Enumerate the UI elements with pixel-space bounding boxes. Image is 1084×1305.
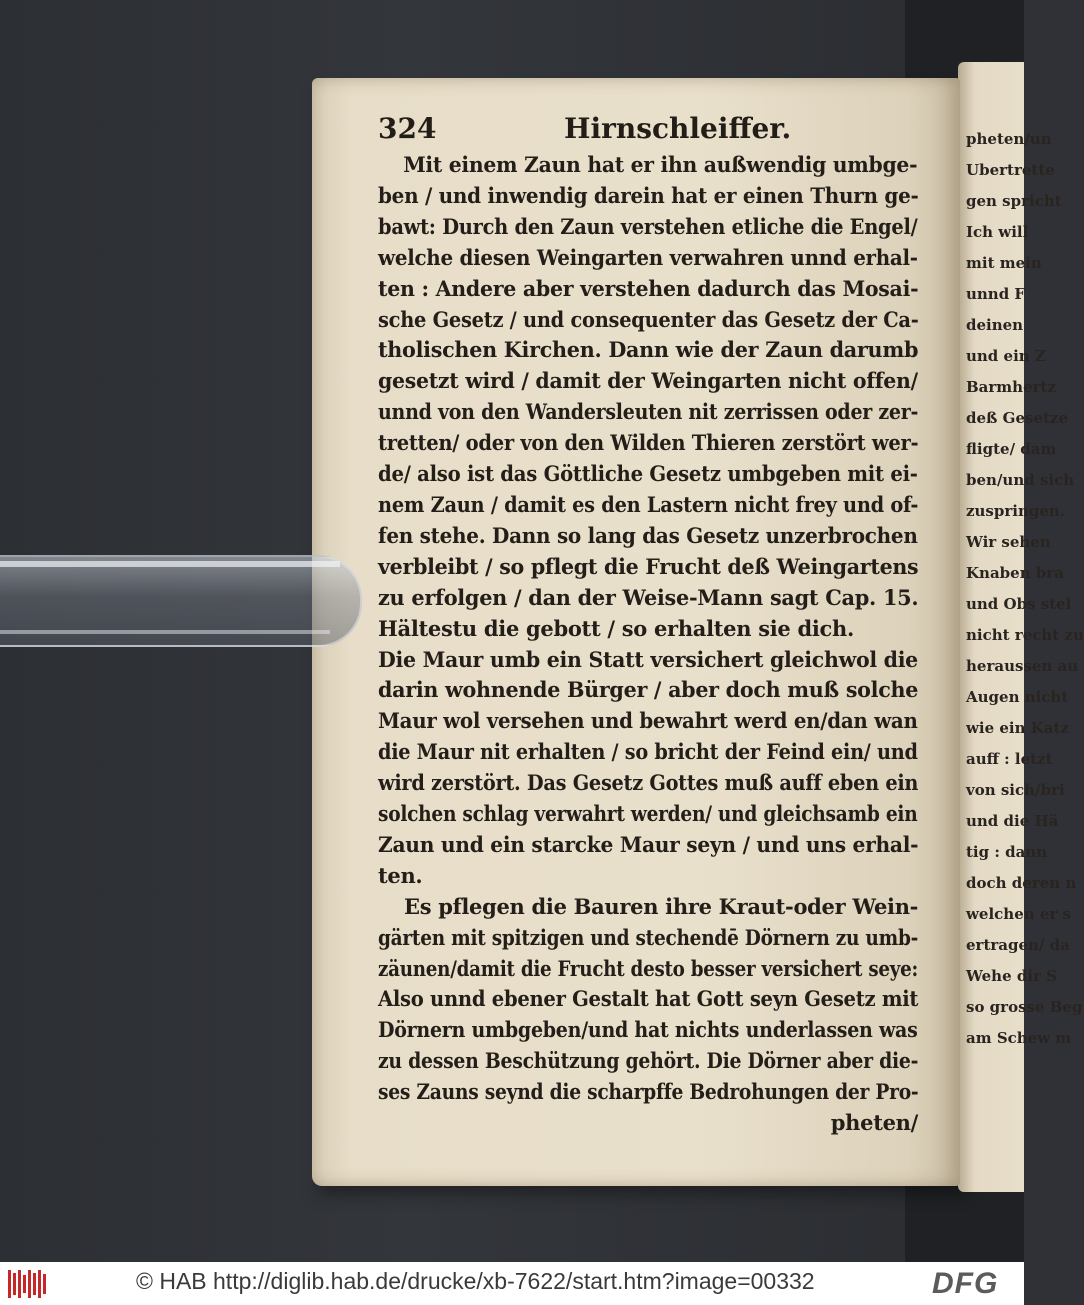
text-line: Hältestu die gebott / so erhalten sie dich. [378,615,855,641]
text-line: Es pflegen die Bauren ihre Kraut-oder Wein- [404,893,919,919]
credit-link[interactable]: © HAB http://diglib.hab.de/drucke/xb-7622/start.htm?image=00332 [136,1268,815,1294]
facing-text-line: am Schew m [966,1029,1072,1047]
footer-bar [0,1262,1024,1305]
text-line: Zaun und ein starcke Maur seyn / und uns erhal- [378,831,919,857]
text-line: solchen schlag verwahrt werden/ und gleichsamb ein [378,801,918,827]
text-line: gesetzt wird / damit der Weingarten nicht offen/ [378,368,918,394]
facing-text-line: welchen er s [966,905,1071,923]
text-line: Maur wol versehen und bewahrt werd en/dan wan [378,708,918,734]
plastic-page-holder [0,500,370,700]
text-line: die Maur nit erhalten / so bricht der Feind ein/ und [378,739,918,765]
text-line: ten : Andere aber verstehen dadurch das Mosai- [378,275,919,301]
facing-text-line: ertragen/ da [966,936,1070,954]
text-line: zu erfolgen / dan der Weise-Mann sagt Cap. 15. [378,584,919,610]
facing-text-line: und ein Z [966,347,1046,365]
text-line: gärten mit spitzigen und stechendē Dörnern zu umb- [378,924,919,950]
text-line: nem Zaun / damit es den Lastern nicht frey und of- [378,491,919,517]
plastic-tab-highlight [0,561,340,567]
facing-text-line: heraussen au [966,657,1079,675]
text-line: zu dessen Beschützung gehört. Die Dörner aber die- [378,1048,919,1074]
text-line: unnd von den Wandersleuten nit zerrissen oder zer- [378,399,919,425]
facing-text-line: von sich/bri [966,781,1065,799]
text-line: bawt: Durch den Zaun verstehen etliche die Engel/ [378,213,918,239]
facing-text-line: Wir sehen [966,533,1051,551]
page-header [378,112,938,152]
facing-text-line: tig : dann [966,843,1048,861]
hab-barcode-logo-icon [8,1270,46,1298]
facing-page-text [958,124,1084,1054]
text-line: wird zerstört. Das Gesetz Gottes muß auff eben ein [378,770,919,796]
facing-text-line: Barmhertz [966,378,1056,396]
text-line: Die Maur umb ein Statt versichert gleichwol die [378,646,918,672]
running-title: Hirnschleiffer. [564,112,792,145]
text-line: Mit einem Zaun hat er ihn außwendig umbge- [403,152,918,177]
text-line: ben / und inwendig darein hat er einen Thurn ge- [378,182,919,208]
body-text [378,150,918,1139]
text-line: de/ also ist das Göttliche Gesetz umbgeben mit ei- [378,461,918,487]
text-line: tholischen Kirchen. Dann wie der Zaun darumb [378,337,919,363]
text-line: tretten/ oder von den Wilden Thieren zerstört wer- [378,430,919,456]
facing-text-line: auff : letzt [966,750,1053,768]
text-line: darin wohnende Bürger / aber doch muß solche [378,677,919,703]
facing-text-line: Augen nicht [966,688,1069,706]
text-line: zäunen/damit die Frucht desto besser versichert seye: [378,955,918,981]
facing-text-line: und Obs stel [966,595,1072,613]
facing-text-line: deß Gesetze [966,409,1068,427]
plastic-tab-highlight-lower [0,630,330,634]
facing-text-line: nicht recht zu [966,626,1084,644]
text-line: fen stehe. Dann so lang das Gesetz unzerbrochen [378,522,918,548]
facing-text-line: zuspringen. [966,502,1066,520]
text-line: ses Zauns seynd die scharpffe Bedrohungen der Pro- [378,1079,919,1105]
text-line: welche diesen Weingarten verwahren unnd erhal- [378,244,918,270]
facing-text-line: mit mein [966,254,1042,272]
facing-text-line: Ubertrette [966,161,1055,179]
facing-text-line: pheten/un [966,130,1052,148]
facing-text-line: ben/und sich [966,471,1075,489]
facing-text-line: und die Hä [966,812,1059,830]
facing-text-line: wie ein Katz [966,719,1069,737]
facing-text-line: deinen [966,316,1024,334]
facing-text-line: unnd F [966,285,1026,303]
facing-text-line: Ich will [966,223,1029,241]
text-line: sche Gesetz / und consequenter das Gesetz der Ca- [378,306,919,332]
text-line: ten. [378,862,423,888]
facing-text-line: fligte/ dam [966,440,1057,458]
facing-text-line: doch deren n [966,874,1077,892]
text-line: verbleibt / so pflegt die Frucht deß Weingartens [378,553,919,579]
text-line: pheten/ [830,1110,918,1136]
text-line: Also unnd ebener Gestalt hat Gott seyn Gesetz mit [378,986,919,1012]
facing-text-line: gen spricht [966,192,1062,210]
page-number: 324 [378,112,437,145]
facing-text-line: Knaben bra [966,564,1064,582]
dfg-logo: DFG [932,1267,999,1300]
facing-text-line: so grosse Beg [966,998,1083,1016]
facing-page [958,62,1084,1192]
text-line: Dörnern umbgeben/und hat nichts underlassen was [378,1017,918,1043]
facing-text-line: Wehe dir S [966,967,1057,985]
